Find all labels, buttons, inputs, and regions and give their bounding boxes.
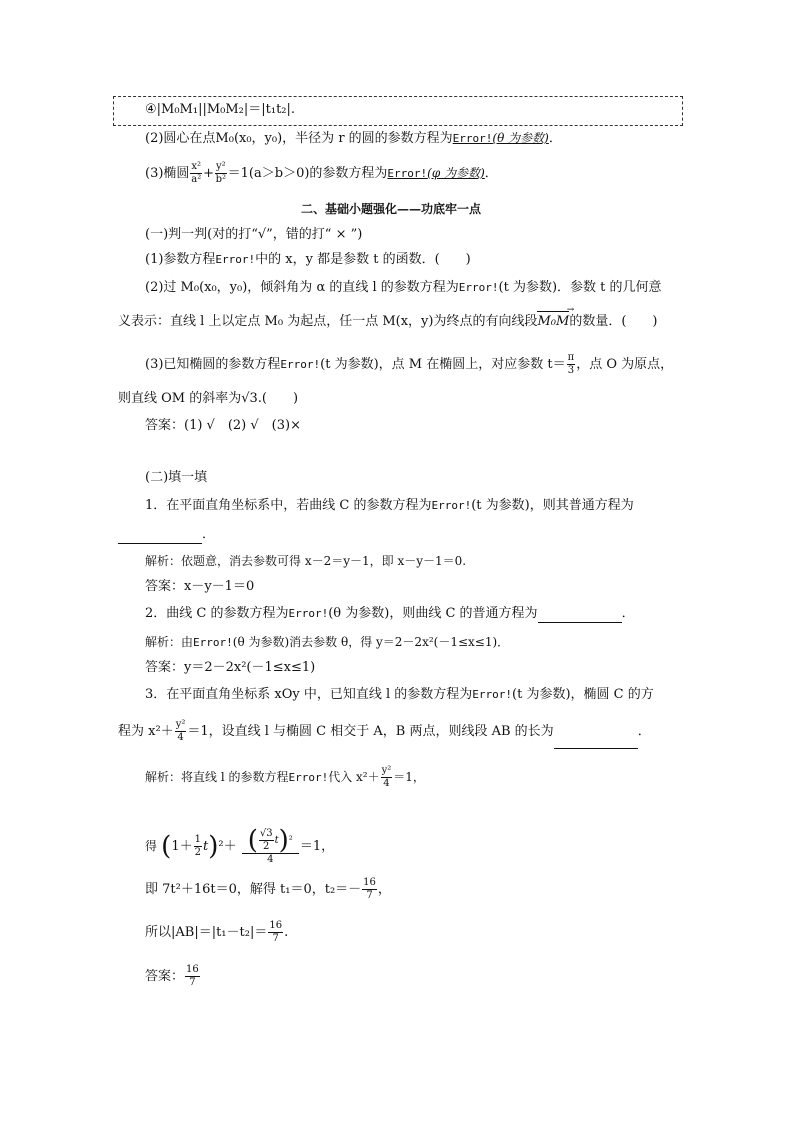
text: (φ 为参数) bbox=[427, 166, 485, 180]
fill-p2 bbox=[145, 605, 635, 623]
error-text: Error! bbox=[452, 132, 493, 145]
answer-blank bbox=[118, 529, 202, 544]
text: (2)圆心在点 bbox=[145, 131, 216, 146]
text: 所以|AB|＝|t₁－t₂|＝ bbox=[145, 925, 268, 940]
text: 7 bbox=[366, 890, 373, 901]
text: (3)椭圆 bbox=[145, 166, 190, 181]
fraction bbox=[362, 877, 377, 902]
text: Error! bbox=[215, 253, 256, 266]
text: . bbox=[284, 925, 289, 940]
text: ＝1，设直线 l 与椭圆 C 相交于 A，B 两点，则线段 AB 的长为 bbox=[187, 724, 554, 739]
fill-p1-line2 bbox=[118, 526, 215, 544]
text: 2．曲线 C 的参数方程为 bbox=[145, 606, 289, 621]
fill-p3-line1 bbox=[145, 686, 654, 704]
text: b² bbox=[215, 174, 227, 185]
text: ) bbox=[208, 831, 219, 862]
text: t bbox=[274, 834, 279, 846]
text: (θ 为参数)，则曲线 C 的普通方程为 bbox=[328, 606, 538, 621]
text: 中的 x，y 都是参数 t 的函数．( ) bbox=[255, 252, 471, 267]
text: 16 bbox=[186, 964, 199, 975]
text: y² bbox=[381, 765, 392, 776]
text: 2 bbox=[263, 840, 270, 852]
text: 16 bbox=[269, 920, 283, 931]
fill-p3-step2 bbox=[145, 875, 391, 905]
text: 3 bbox=[567, 365, 575, 376]
text: ( bbox=[161, 831, 172, 862]
text: + bbox=[203, 166, 214, 181]
text: y² bbox=[215, 161, 226, 172]
text: 3．在平面直角坐标系 xOy 中，已知直线 l 的参数方程为 bbox=[145, 687, 473, 702]
fill-p3-step1 bbox=[145, 818, 334, 875]
fill-p3-step3 bbox=[145, 918, 288, 948]
text: 1＋ bbox=[171, 839, 193, 854]
text: 7 bbox=[189, 977, 196, 988]
answer-blank bbox=[554, 734, 638, 749]
text: (t 为参数)，椭圆 C 的方 bbox=[512, 687, 654, 702]
fill-p2-answer: 答案：y＝2－2x²(－1≤x≤1) bbox=[145, 660, 316, 675]
text: 解析：将直线 l 的参数方程 bbox=[145, 770, 289, 784]
text: 解析：由 bbox=[145, 635, 194, 649]
fill-p1-line1 bbox=[145, 497, 634, 515]
text: 4 bbox=[383, 778, 390, 789]
text: ) bbox=[278, 825, 289, 855]
text: 即 7t²＋16t＝0，解得 t₁＝0，t₂＝－ bbox=[145, 882, 362, 897]
text: 4 bbox=[267, 853, 274, 865]
text: Error! bbox=[280, 358, 321, 371]
text: t bbox=[202, 839, 209, 854]
text: 1．在平面直角坐标系中，若曲线 C 的参数方程为 bbox=[145, 498, 432, 513]
text: 16 bbox=[363, 877, 376, 888]
fraction bbox=[381, 765, 393, 790]
text: Error! bbox=[431, 499, 472, 512]
text: (θ 为参数)消去参数 θ，得 y＝2－2x²(－1≤x≤1)． bbox=[232, 635, 510, 649]
text: Error! bbox=[288, 771, 329, 784]
text: ． bbox=[637, 724, 651, 739]
fraction bbox=[175, 719, 187, 744]
text: ． bbox=[548, 131, 562, 146]
ellipse-eq-line bbox=[145, 158, 498, 189]
judge-q2-line2 bbox=[118, 313, 657, 331]
fraction bbox=[215, 161, 227, 186]
judge-q3-line1 bbox=[145, 350, 673, 380]
text: ＝1， bbox=[299, 839, 335, 854]
box-text: ④|M₀M₁||M₀M₂|＝|t₁t₂|. bbox=[145, 102, 296, 117]
text: (t 为参数)，则其普通方程为 bbox=[471, 498, 634, 513]
section-title: 二、基础小题强化——功底牢一点 bbox=[301, 202, 482, 216]
text: ( bbox=[247, 825, 258, 855]
fraction-big: ( $\frac{√3}{2}$ t)² 4 bbox=[242, 828, 299, 866]
judge-q2-line1 bbox=[145, 279, 662, 297]
text: 4 bbox=[177, 732, 184, 743]
judge-answer: 答案：(1) √ (2) √ (3)× bbox=[145, 418, 301, 433]
text: √3 bbox=[259, 827, 273, 839]
fill-p3-answer bbox=[145, 962, 201, 992]
judge-q1 bbox=[145, 251, 471, 269]
text: (t 为参数)，点 M 在椭圆上，对应参数 t＝ bbox=[320, 357, 566, 372]
text: 程为 x²＋ bbox=[118, 724, 174, 739]
text: ， bbox=[377, 882, 391, 897]
fill-heading: (二)填一填 bbox=[145, 470, 208, 485]
fraction bbox=[190, 161, 202, 186]
text: 2 bbox=[194, 847, 201, 858]
text: Error! bbox=[387, 167, 428, 180]
fill-p3-solution bbox=[145, 760, 425, 795]
text: 得 bbox=[145, 839, 158, 853]
fraction-pi-3 bbox=[567, 352, 576, 377]
judge-q3-line2: 则直线 OM 的斜率为√3.( ) bbox=[118, 391, 299, 406]
fill-p1-answer: 答案：x－y－1＝0 bbox=[145, 579, 255, 594]
text: (2)过 M₀(x₀，y₀)，倾斜角为 α 的直线 l 的参数方程为 bbox=[145, 280, 459, 295]
text: (1)参数方程 bbox=[145, 252, 216, 267]
text: ． bbox=[484, 166, 498, 181]
text: 1 bbox=[194, 834, 201, 845]
box-line bbox=[145, 101, 295, 119]
text: Error! bbox=[458, 281, 499, 294]
text: ＝1(a＞b＞0)的参数方程为 bbox=[227, 166, 388, 181]
text: 代入 x²＋ bbox=[328, 770, 380, 784]
text: (3)已知椭圆的参数方程 bbox=[145, 357, 281, 372]
fill-p2-solution bbox=[145, 633, 509, 652]
fraction bbox=[185, 964, 200, 989]
text: y² bbox=[175, 719, 186, 730]
text: 的数量．( ) bbox=[569, 314, 658, 329]
judge-heading: (一)判一判(对的打“√”，错的打“ × ”) bbox=[145, 227, 363, 242]
fraction bbox=[268, 920, 283, 945]
fraction bbox=[194, 834, 202, 859]
text: Error! bbox=[193, 636, 233, 649]
text: Error! bbox=[472, 688, 513, 701]
text: 义表示：直线 l 上以定点 M₀ 为起点，任一点 M(x，y)为终点的有向线段 bbox=[118, 314, 538, 329]
fraction bbox=[259, 828, 274, 853]
text: ²＋ bbox=[218, 839, 237, 854]
answer-blank bbox=[538, 608, 622, 623]
text: (t 为参数)．参数 t 的几何意 bbox=[498, 280, 662, 295]
text: ． bbox=[202, 527, 216, 542]
text: ，点 O 为原点， bbox=[576, 357, 674, 372]
circle-eq-line bbox=[145, 129, 562, 148]
text: ． bbox=[621, 606, 635, 621]
text: Error! bbox=[288, 607, 329, 620]
text: x² bbox=[191, 161, 202, 172]
text: M₀(x₀，y₀)，半径为 r 的圆的参数方程为 bbox=[215, 131, 453, 146]
vector-m0m: M₀M → bbox=[537, 313, 569, 331]
fill-p1-solution: 解析：依题意，消去参数可得 x－2＝y－1，即 x－y－1＝0. bbox=[145, 554, 467, 568]
text: 答案： bbox=[145, 969, 185, 984]
text: (θ 为参数) bbox=[492, 131, 549, 145]
text: a² bbox=[191, 174, 202, 185]
text: π bbox=[567, 352, 575, 363]
text: ＝1， bbox=[393, 770, 425, 784]
text: 7 bbox=[272, 933, 279, 944]
fill-p3-line2 bbox=[118, 715, 651, 749]
